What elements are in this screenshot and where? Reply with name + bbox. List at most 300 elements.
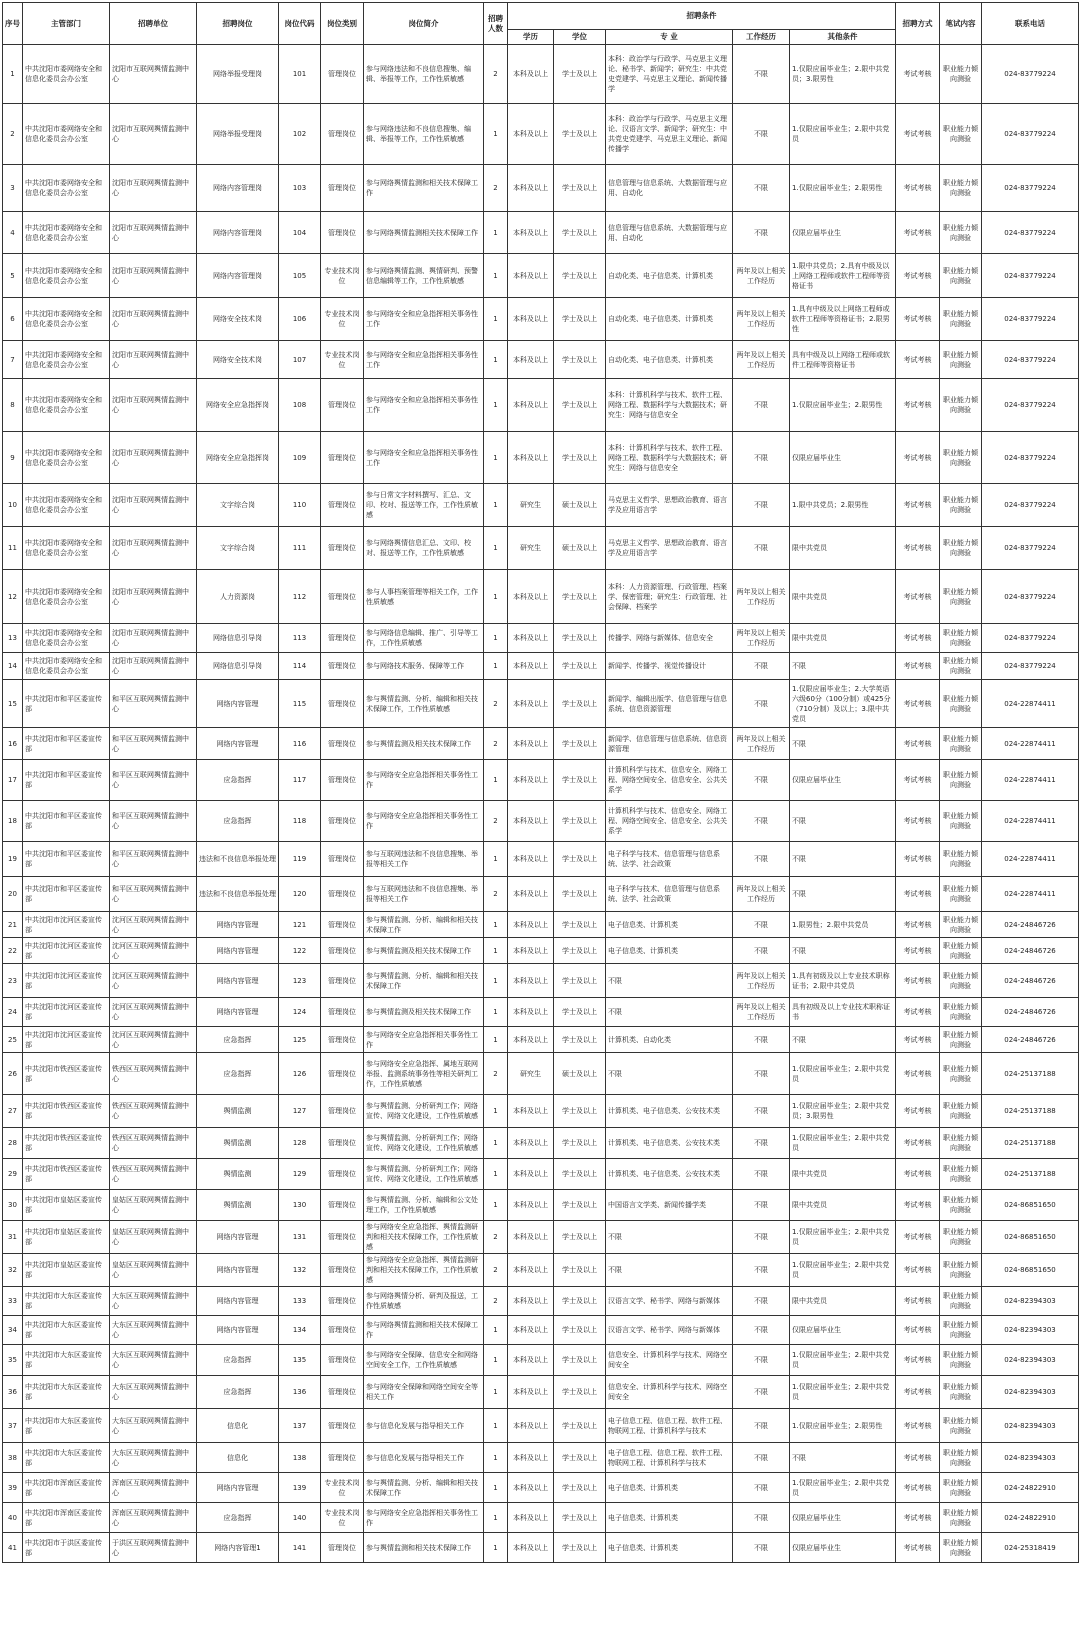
cell-other: 1.仅限应届毕业生；2.限中共党员 bbox=[790, 1376, 896, 1409]
table-row bbox=[3, 1254, 1079, 1287]
cell-experience: 不限 bbox=[733, 1053, 790, 1095]
cell-dept: 中共沈阳市委网络安全和信息化委员会办公室 bbox=[23, 298, 110, 341]
cell-category: 管理岗位 bbox=[321, 653, 364, 680]
cell-intro: 参与网络舆情监测相关技术保障工作 bbox=[364, 212, 484, 254]
cell-unit: 皇姑区互联网舆情监测中心 bbox=[110, 1254, 197, 1287]
cell-education: 本科及以上 bbox=[508, 877, 554, 912]
cell-method: 考试考核 bbox=[896, 938, 940, 964]
cell-degree: 学士及以上 bbox=[554, 254, 606, 298]
cell-experience: 不限 bbox=[733, 938, 790, 964]
cell-education: 本科及以上 bbox=[508, 45, 554, 104]
cell-education: 本科及以上 bbox=[508, 1254, 554, 1287]
cell-count: 2 bbox=[484, 1221, 508, 1254]
cell-phone: 024-82394303 bbox=[982, 1376, 1079, 1409]
cell-experience: 不限 bbox=[733, 912, 790, 938]
cell-seq: 24 bbox=[3, 998, 23, 1027]
cell-method: 考试考核 bbox=[896, 1159, 940, 1190]
cell-phone: 024-25137188 bbox=[982, 1053, 1079, 1095]
cell-other: 具有中级及以上网络工程师或软件工程师等资格证书 bbox=[790, 341, 896, 379]
cell-experience: 两年及以上相关工作经历 bbox=[733, 298, 790, 341]
cell-degree: 学士及以上 bbox=[554, 998, 606, 1027]
cell-post: 网络内容管理 bbox=[197, 1254, 279, 1287]
cell-unit: 沈阳市互联网舆情监测中心 bbox=[110, 379, 197, 432]
cell-exam: 职业能力倾向测验 bbox=[940, 801, 982, 842]
cell-count: 1 bbox=[484, 653, 508, 680]
cell-count: 2 bbox=[484, 1287, 508, 1316]
cell-category: 管理岗位 bbox=[321, 104, 364, 165]
header-method: 招聘方式 bbox=[896, 3, 940, 45]
cell-unit: 沈河区互联网舆情监测中心 bbox=[110, 938, 197, 964]
cell-dept: 中共沈阳市铁西区委宣传部 bbox=[23, 1128, 110, 1159]
cell-education: 本科及以上 bbox=[508, 964, 554, 998]
cell-unit: 大东区互联网舆情监测中心 bbox=[110, 1287, 197, 1316]
cell-phone: 024-24846726 bbox=[982, 964, 1079, 998]
cell-unit: 于洪区互联网舆情监测中心 bbox=[110, 1533, 197, 1563]
cell-count: 2 bbox=[484, 1254, 508, 1287]
cell-exam: 职业能力倾向测验 bbox=[940, 104, 982, 165]
header-phone: 联系电话 bbox=[982, 3, 1079, 45]
cell-major: 计算机类、电子信息类、公安技术类 bbox=[606, 1128, 733, 1159]
cell-count: 2 bbox=[484, 801, 508, 842]
cell-seq: 8 bbox=[3, 379, 23, 432]
cell-category: 管理岗位 bbox=[321, 998, 364, 1027]
cell-degree: 学士及以上 bbox=[554, 1287, 606, 1316]
cell-experience: 两年及以上相关工作经历 bbox=[733, 964, 790, 998]
cell-other: 仅限应届毕业生 bbox=[790, 1503, 896, 1533]
header-experience: 工作经历 bbox=[733, 30, 790, 45]
cell-major: 本科：政治学与行政学、马克思主义理论、秘书学、新闻学；研究生：中共党史党建学、马克思主义理论、新闻传播学 bbox=[606, 45, 733, 104]
cell-seq: 17 bbox=[3, 760, 23, 801]
cell-experience: 不限 bbox=[733, 842, 790, 877]
cell-code: 102 bbox=[279, 104, 321, 165]
cell-unit: 皇姑区互联网舆情监测中心 bbox=[110, 1190, 197, 1221]
cell-degree: 学士及以上 bbox=[554, 1316, 606, 1345]
cell-method: 考试考核 bbox=[896, 212, 940, 254]
cell-method: 考试考核 bbox=[896, 1053, 940, 1095]
cell-unit: 大东区互联网舆情监测中心 bbox=[110, 1409, 197, 1443]
cell-method: 考试考核 bbox=[896, 1409, 940, 1443]
cell-dept: 中共沈阳市沈河区委宣传部 bbox=[23, 998, 110, 1027]
table-row bbox=[3, 1053, 1079, 1095]
cell-degree: 学士及以上 bbox=[554, 1409, 606, 1443]
cell-other: 1.具有中级及以上网络工程师或软件工程师等资格证书；2.限男性 bbox=[790, 298, 896, 341]
cell-unit: 沈河区互联网舆情监测中心 bbox=[110, 912, 197, 938]
cell-count: 1 bbox=[484, 842, 508, 877]
cell-exam: 职业能力倾向测验 bbox=[940, 680, 982, 728]
cell-intro: 参与舆情监测、分析、编辑和相关技术保障工作 bbox=[364, 964, 484, 998]
cell-experience: 两年及以上相关工作经历 bbox=[733, 998, 790, 1027]
cell-other: 仅限应届毕业生 bbox=[790, 1533, 896, 1563]
cell-phone: 024-24822910 bbox=[982, 1503, 1079, 1533]
cell-dept: 中共沈阳市委网络安全和信息化委员会办公室 bbox=[23, 379, 110, 432]
cell-education: 本科及以上 bbox=[508, 653, 554, 680]
cell-unit: 沈阳市互联网舆情监测中心 bbox=[110, 45, 197, 104]
cell-category: 专业技术岗位 bbox=[321, 1473, 364, 1503]
cell-code: 119 bbox=[279, 842, 321, 877]
cell-education: 研究生 bbox=[508, 527, 554, 570]
cell-count: 1 bbox=[484, 938, 508, 964]
cell-seq: 18 bbox=[3, 801, 23, 842]
cell-post: 人力资源岗 bbox=[197, 570, 279, 624]
cell-post: 网络内容管理岗 bbox=[197, 212, 279, 254]
cell-dept: 中共沈阳市委网络安全和信息化委员会办公室 bbox=[23, 104, 110, 165]
cell-phone: 024-82394303 bbox=[982, 1316, 1079, 1345]
cell-post: 违法和不良信息举报处理 bbox=[197, 877, 279, 912]
cell-other: 仅限应届毕业生 bbox=[790, 1316, 896, 1345]
cell-other: 1.仅限应届毕业生；2.限中共党员 bbox=[790, 1473, 896, 1503]
cell-dept: 中共沈阳市委网络安全和信息化委员会办公室 bbox=[23, 165, 110, 212]
cell-unit: 沈河区互联网舆情监测中心 bbox=[110, 998, 197, 1027]
header-conditions: 招聘条件 bbox=[508, 3, 896, 30]
cell-method: 考试考核 bbox=[896, 254, 940, 298]
cell-method: 考试考核 bbox=[896, 998, 940, 1027]
cell-post: 舆情监测 bbox=[197, 1190, 279, 1221]
cell-exam: 职业能力倾向测验 bbox=[940, 1316, 982, 1345]
cell-exam: 职业能力倾向测验 bbox=[940, 760, 982, 801]
cell-exam: 职业能力倾向测验 bbox=[940, 1221, 982, 1254]
cell-major: 计算机类、电子信息类、公安技术类 bbox=[606, 1095, 733, 1128]
cell-post: 应急指挥 bbox=[197, 760, 279, 801]
cell-other: 限中共党员 bbox=[790, 527, 896, 570]
cell-unit: 大东区互联网舆情监测中心 bbox=[110, 1376, 197, 1409]
cell-code: 108 bbox=[279, 379, 321, 432]
table-row bbox=[3, 379, 1079, 432]
cell-exam: 职业能力倾向测验 bbox=[940, 1190, 982, 1221]
table-row bbox=[3, 1027, 1079, 1053]
cell-count: 1 bbox=[484, 484, 508, 527]
cell-post: 网络内容管理 bbox=[197, 1287, 279, 1316]
cell-degree: 学士及以上 bbox=[554, 1443, 606, 1473]
table-row bbox=[3, 45, 1079, 104]
cell-category: 管理岗位 bbox=[321, 1287, 364, 1316]
cell-unit: 沈阳市互联网舆情监测中心 bbox=[110, 653, 197, 680]
cell-post: 文字综合岗 bbox=[197, 527, 279, 570]
cell-code: 132 bbox=[279, 1254, 321, 1287]
cell-dept: 中共沈阳市沈河区委宣传部 bbox=[23, 1027, 110, 1053]
cell-code: 128 bbox=[279, 1128, 321, 1159]
cell-degree: 学士及以上 bbox=[554, 728, 606, 760]
cell-other: 限中共党员 bbox=[790, 624, 896, 653]
cell-unit: 大东区互联网舆情监测中心 bbox=[110, 1316, 197, 1345]
cell-intro: 参与网络安全和应急指挥相关事务性工作 bbox=[364, 341, 484, 379]
cell-other: 1.仅限应届毕业生；2.限中共党员 bbox=[790, 1053, 896, 1095]
cell-dept: 中共沈阳市铁西区委宣传部 bbox=[23, 1159, 110, 1190]
cell-count: 1 bbox=[484, 624, 508, 653]
cell-other: 不限 bbox=[790, 842, 896, 877]
cell-code: 129 bbox=[279, 1159, 321, 1190]
cell-intro: 参与舆情监测及相关技术保障工作 bbox=[364, 728, 484, 760]
cell-seq: 33 bbox=[3, 1287, 23, 1316]
cell-unit: 沈阳市互联网舆情监测中心 bbox=[110, 341, 197, 379]
cell-code: 114 bbox=[279, 653, 321, 680]
cell-count: 1 bbox=[484, 1409, 508, 1443]
table-body bbox=[3, 45, 1079, 1563]
cell-degree: 学士及以上 bbox=[554, 212, 606, 254]
cell-intro: 参与网络舆情监测和相关技术保障工作 bbox=[364, 1316, 484, 1345]
cell-unit: 沈阳市互联网舆情监测中心 bbox=[110, 165, 197, 212]
cell-count: 1 bbox=[484, 1533, 508, 1563]
table-row bbox=[3, 341, 1079, 379]
cell-dept: 中共沈阳市于洪区委宣传部 bbox=[23, 1533, 110, 1563]
cell-post: 网络安全应急指挥岗 bbox=[197, 432, 279, 484]
cell-method: 考试考核 bbox=[896, 1190, 940, 1221]
cell-phone: 024-24846726 bbox=[982, 912, 1079, 938]
cell-unit: 沈阳市互联网舆情监测中心 bbox=[110, 527, 197, 570]
cell-major: 新闻学、传播学、视觉传播设计 bbox=[606, 653, 733, 680]
header-code: 岗位代码 bbox=[279, 3, 321, 45]
cell-intro: 参与网络技术服务、保障等工作 bbox=[364, 653, 484, 680]
cell-major: 电子信息工程、信息工程、软件工程、物联网工程、计算机科学与技术 bbox=[606, 1443, 733, 1473]
cell-seq: 4 bbox=[3, 212, 23, 254]
cell-exam: 职业能力倾向测验 bbox=[940, 1128, 982, 1159]
cell-post: 信息化 bbox=[197, 1443, 279, 1473]
cell-degree: 学士及以上 bbox=[554, 570, 606, 624]
cell-category: 管理岗位 bbox=[321, 1027, 364, 1053]
cell-experience: 不限 bbox=[733, 1190, 790, 1221]
cell-exam: 职业能力倾向测验 bbox=[940, 298, 982, 341]
cell-education: 本科及以上 bbox=[508, 728, 554, 760]
cell-education: 本科及以上 bbox=[508, 1443, 554, 1473]
cell-method: 考试考核 bbox=[896, 801, 940, 842]
cell-method: 考试考核 bbox=[896, 760, 940, 801]
cell-degree: 学士及以上 bbox=[554, 1473, 606, 1503]
cell-post: 网络举报受理岗 bbox=[197, 45, 279, 104]
cell-count: 1 bbox=[484, 212, 508, 254]
cell-method: 考试考核 bbox=[896, 1128, 940, 1159]
cell-seq: 15 bbox=[3, 680, 23, 728]
cell-experience: 不限 bbox=[733, 1503, 790, 1533]
cell-count: 1 bbox=[484, 341, 508, 379]
cell-code: 116 bbox=[279, 728, 321, 760]
cell-method: 考试考核 bbox=[896, 653, 940, 680]
cell-intro: 参与舆情监测和相关技术保障工作 bbox=[364, 1533, 484, 1563]
cell-method: 考试考核 bbox=[896, 624, 940, 653]
cell-intro: 参与舆情监测、分析研判工作；网络宣传、网络文化建设，工作性质敏感 bbox=[364, 1159, 484, 1190]
cell-post: 网络内容管理 bbox=[197, 1316, 279, 1345]
cell-major: 计算机类、电子信息类、公安技术类 bbox=[606, 1159, 733, 1190]
cell-method: 考试考核 bbox=[896, 45, 940, 104]
cell-seq: 36 bbox=[3, 1376, 23, 1409]
cell-education: 本科及以上 bbox=[508, 1159, 554, 1190]
cell-other: 限中共党员 bbox=[790, 1190, 896, 1221]
cell-degree: 学士及以上 bbox=[554, 653, 606, 680]
cell-count: 2 bbox=[484, 165, 508, 212]
cell-category: 专业技术岗位 bbox=[321, 254, 364, 298]
cell-education: 本科及以上 bbox=[508, 938, 554, 964]
cell-intro: 参与网络安全和应急指挥相关事务性工作 bbox=[364, 298, 484, 341]
cell-phone: 024-24846726 bbox=[982, 938, 1079, 964]
cell-exam: 职业能力倾向测验 bbox=[940, 165, 982, 212]
cell-count: 2 bbox=[484, 728, 508, 760]
cell-intro: 参与日常文字材料撰写、汇总、文印、校对、报送等工作，工作性质敏感 bbox=[364, 484, 484, 527]
cell-seq: 39 bbox=[3, 1473, 23, 1503]
table-row bbox=[3, 1443, 1079, 1473]
cell-post: 文字综合岗 bbox=[197, 484, 279, 527]
cell-exam: 职业能力倾向测验 bbox=[940, 1533, 982, 1563]
cell-category: 管理岗位 bbox=[321, 938, 364, 964]
cell-major: 本科：计算机科学与技术、软件工程、网络工程、数据科学与大数据技术；研究生：网络与信息安全 bbox=[606, 432, 733, 484]
cell-count: 1 bbox=[484, 570, 508, 624]
cell-experience: 两年及以上相关工作经历 bbox=[733, 570, 790, 624]
cell-exam: 职业能力倾向测验 bbox=[940, 964, 982, 998]
cell-count: 1 bbox=[484, 432, 508, 484]
cell-intro: 参与舆情监测、分析、编辑和相关技术保障工作，工作性质敏感 bbox=[364, 680, 484, 728]
cell-category: 管理岗位 bbox=[321, 1345, 364, 1376]
cell-unit: 铁西区互联网舆情监测中心 bbox=[110, 1159, 197, 1190]
cell-category: 管理岗位 bbox=[321, 801, 364, 842]
cell-unit: 沈阳市互联网舆情监测中心 bbox=[110, 484, 197, 527]
cell-count: 1 bbox=[484, 298, 508, 341]
cell-education: 本科及以上 bbox=[508, 104, 554, 165]
cell-experience: 不限 bbox=[733, 1128, 790, 1159]
cell-unit: 沈阳市互联网舆情监测中心 bbox=[110, 432, 197, 484]
cell-other: 1.仅限应届毕业生；2.大学英语六级60分（100分制）或425分（710分制）及以上；3.限中共党员 bbox=[790, 680, 896, 728]
cell-method: 考试考核 bbox=[896, 165, 940, 212]
cell-major: 信息安全、计算机科学与技术、网络空间安全 bbox=[606, 1345, 733, 1376]
cell-other: 1.限中共党员；2.限男性 bbox=[790, 484, 896, 527]
cell-unit: 浑南区互联网舆情监测中心 bbox=[110, 1473, 197, 1503]
cell-post: 网络内容管理岗 bbox=[197, 165, 279, 212]
cell-experience: 不限 bbox=[733, 1533, 790, 1563]
cell-degree: 学士及以上 bbox=[554, 938, 606, 964]
cell-phone: 024-83779224 bbox=[982, 570, 1079, 624]
cell-seq: 34 bbox=[3, 1316, 23, 1345]
header-intro: 岗位简介 bbox=[364, 3, 484, 45]
cell-code: 125 bbox=[279, 1027, 321, 1053]
cell-phone: 024-25318419 bbox=[982, 1533, 1079, 1563]
cell-degree: 学士及以上 bbox=[554, 45, 606, 104]
cell-count: 1 bbox=[484, 760, 508, 801]
cell-education: 本科及以上 bbox=[508, 254, 554, 298]
cell-category: 管理岗位 bbox=[321, 680, 364, 728]
cell-post: 网络内容管理 bbox=[197, 964, 279, 998]
cell-intro: 参与互联网违法和不良信息搜集、举报等相关工作 bbox=[364, 877, 484, 912]
cell-education: 本科及以上 bbox=[508, 341, 554, 379]
cell-seq: 31 bbox=[3, 1221, 23, 1254]
cell-exam: 职业能力倾向测验 bbox=[940, 728, 982, 760]
cell-seq: 1 bbox=[3, 45, 23, 104]
cell-dept: 中共沈阳市和平区委宣传部 bbox=[23, 877, 110, 912]
cell-exam: 职业能力倾向测验 bbox=[940, 1095, 982, 1128]
cell-unit: 沈阳市互联网舆情监测中心 bbox=[110, 104, 197, 165]
header-major: 专 业 bbox=[606, 30, 733, 45]
cell-method: 考试考核 bbox=[896, 1221, 940, 1254]
cell-major: 新闻学、信息管理与信息系统、信息资源管理 bbox=[606, 728, 733, 760]
cell-other: 1.仅限应届毕业生；2.限中共党员 bbox=[790, 1128, 896, 1159]
cell-code: 117 bbox=[279, 760, 321, 801]
cell-other: 限中共党员 bbox=[790, 570, 896, 624]
cell-exam: 职业能力倾向测验 bbox=[940, 432, 982, 484]
cell-education: 本科及以上 bbox=[508, 1473, 554, 1503]
cell-code: 103 bbox=[279, 165, 321, 212]
cell-count: 1 bbox=[484, 1095, 508, 1128]
cell-major: 信息安全、计算机科学与技术、网络空间安全 bbox=[606, 1376, 733, 1409]
cell-method: 考试考核 bbox=[896, 484, 940, 527]
table-row bbox=[3, 212, 1079, 254]
cell-category: 管理岗位 bbox=[321, 1221, 364, 1254]
cell-major: 不限 bbox=[606, 964, 733, 998]
cell-dept: 中共沈阳市沈河区委宣传部 bbox=[23, 938, 110, 964]
cell-other: 1.仅限应届毕业生；2.限中共党员 bbox=[790, 1221, 896, 1254]
cell-experience: 不限 bbox=[733, 1345, 790, 1376]
cell-experience: 两年及以上相关工作经历 bbox=[733, 624, 790, 653]
cell-intro: 参与舆情监测、分析、编辑和相关技术保障工作 bbox=[364, 1473, 484, 1503]
cell-seq: 9 bbox=[3, 432, 23, 484]
cell-other: 限中共党员 bbox=[790, 1159, 896, 1190]
cell-major: 自动化类、电子信息类、计算机类 bbox=[606, 298, 733, 341]
cell-degree: 学士及以上 bbox=[554, 801, 606, 842]
cell-unit: 浑南区互联网舆情监测中心 bbox=[110, 1503, 197, 1533]
cell-degree: 学士及以上 bbox=[554, 379, 606, 432]
cell-category: 管理岗位 bbox=[321, 1443, 364, 1473]
table-row bbox=[3, 570, 1079, 624]
cell-dept: 中共沈阳市浑南区委宣传部 bbox=[23, 1473, 110, 1503]
table-row bbox=[3, 1287, 1079, 1316]
cell-intro: 参与舆情监测及相关技术保障工作 bbox=[364, 938, 484, 964]
cell-dept: 中共沈阳市大东区委宣传部 bbox=[23, 1316, 110, 1345]
cell-dept: 中共沈阳市大东区委宣传部 bbox=[23, 1287, 110, 1316]
cell-unit: 铁西区互联网舆情监测中心 bbox=[110, 1128, 197, 1159]
cell-post: 应急指挥 bbox=[197, 1053, 279, 1095]
cell-other: 1.仅限应届毕业生；2.限男性 bbox=[790, 1409, 896, 1443]
cell-post: 网络举报受理岗 bbox=[197, 104, 279, 165]
cell-code: 109 bbox=[279, 432, 321, 484]
table-row bbox=[3, 1533, 1079, 1563]
cell-phone: 024-86851650 bbox=[982, 1221, 1079, 1254]
table-row bbox=[3, 1473, 1079, 1503]
table-row bbox=[3, 1316, 1079, 1345]
cell-intro: 参与人事档案管理等相关工作，工作性质敏感 bbox=[364, 570, 484, 624]
cell-post: 网络内容管理 bbox=[197, 728, 279, 760]
cell-seq: 35 bbox=[3, 1345, 23, 1376]
cell-phone: 024-22874411 bbox=[982, 680, 1079, 728]
cell-experience: 不限 bbox=[733, 1473, 790, 1503]
cell-degree: 学士及以上 bbox=[554, 341, 606, 379]
cell-count: 1 bbox=[484, 379, 508, 432]
cell-major: 汉语言文学、秘书学、网络与新媒体 bbox=[606, 1287, 733, 1316]
cell-major: 本科：计算机科学与技术、软件工程、网络工程、数据科学与大数据技术；研究生：网络与信息安全 bbox=[606, 379, 733, 432]
cell-other: 1.仅限应届毕业生；2.限中共党员 bbox=[790, 1254, 896, 1287]
cell-major: 中国语言文学类、新闻传播学类 bbox=[606, 1190, 733, 1221]
cell-category: 管理岗位 bbox=[321, 624, 364, 653]
cell-education: 本科及以上 bbox=[508, 212, 554, 254]
cell-category: 管理岗位 bbox=[321, 842, 364, 877]
cell-unit: 沈河区互联网舆情监测中心 bbox=[110, 1027, 197, 1053]
cell-degree: 硕士及以上 bbox=[554, 1053, 606, 1095]
cell-method: 考试考核 bbox=[896, 1316, 940, 1345]
cell-count: 1 bbox=[484, 1443, 508, 1473]
cell-post: 网络内容管理 bbox=[197, 938, 279, 964]
cell-dept: 中共沈阳市和平区委宣传部 bbox=[23, 842, 110, 877]
cell-code: 105 bbox=[279, 254, 321, 298]
cell-exam: 职业能力倾向测验 bbox=[940, 938, 982, 964]
cell-count: 1 bbox=[484, 1190, 508, 1221]
cell-major: 计算机科学与技术、信息安全、网络工程、网络空间安全、信息安全、公共关系学 bbox=[606, 760, 733, 801]
cell-phone: 024-22874411 bbox=[982, 728, 1079, 760]
cell-experience: 不限 bbox=[733, 432, 790, 484]
cell-unit: 铁西区互联网舆情监测中心 bbox=[110, 1053, 197, 1095]
header-unit: 招聘单位 bbox=[110, 3, 197, 45]
cell-method: 考试考核 bbox=[896, 379, 940, 432]
table-row bbox=[3, 653, 1079, 680]
cell-exam: 职业能力倾向测验 bbox=[940, 1345, 982, 1376]
cell-count: 1 bbox=[484, 1027, 508, 1053]
cell-education: 本科及以上 bbox=[508, 379, 554, 432]
cell-seq: 41 bbox=[3, 1533, 23, 1563]
cell-degree: 学士及以上 bbox=[554, 165, 606, 212]
cell-phone: 024-82394303 bbox=[982, 1287, 1079, 1316]
cell-seq: 23 bbox=[3, 964, 23, 998]
